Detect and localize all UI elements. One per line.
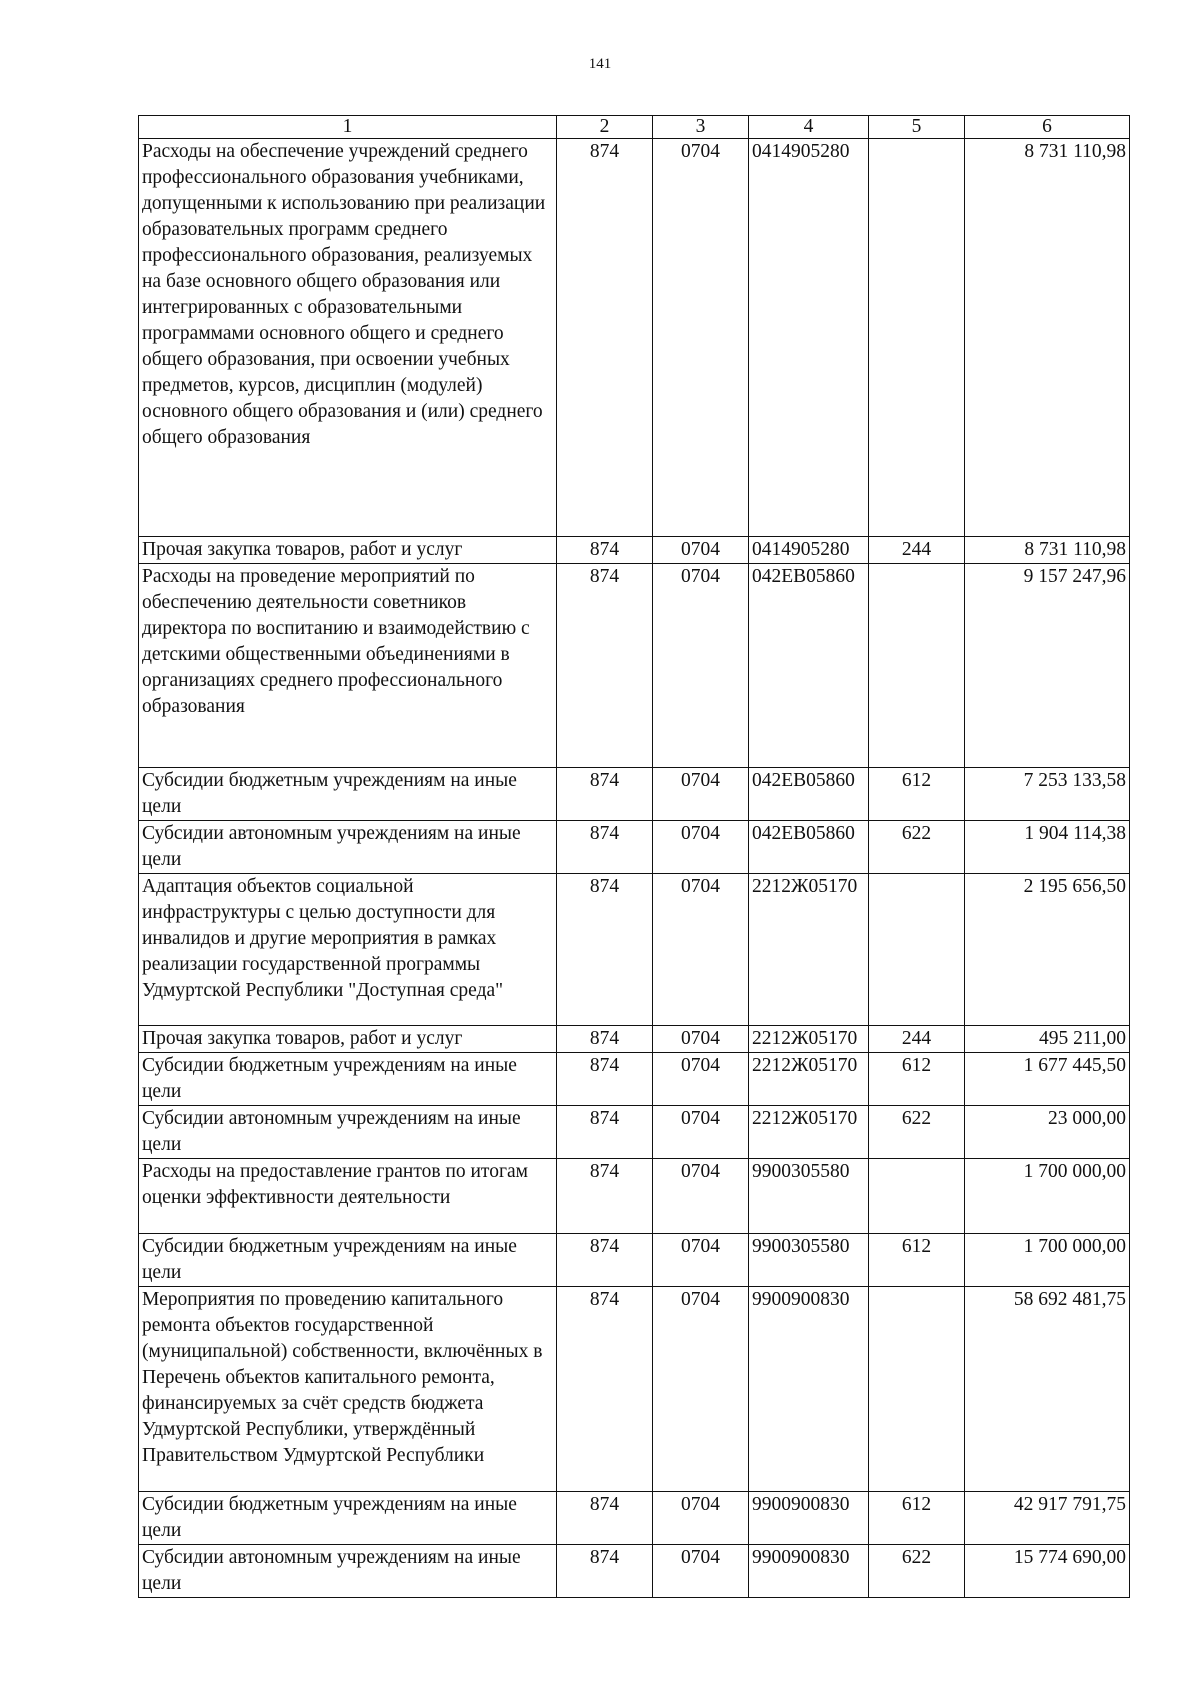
row-col3: 0704: [653, 1545, 749, 1598]
row-amount: 15 774 690,00: [965, 1545, 1130, 1598]
table-row: [139, 768, 1130, 821]
row-col3: 0704: [653, 1053, 749, 1106]
row-col2: 874: [557, 1287, 653, 1492]
row-amount: 9 157 247,96: [965, 564, 1130, 768]
row-col3: 0704: [653, 768, 749, 821]
row-col2: 874: [557, 768, 653, 821]
row-col5: 622: [869, 821, 965, 874]
row-name: Субсидии бюджетным учреждениям на иные цели: [139, 1234, 557, 1287]
row-col3: 0704: [653, 1026, 749, 1053]
row-col4: 042EB05860: [749, 821, 869, 874]
row-col3: 0704: [653, 1492, 749, 1545]
table-body: [139, 139, 1130, 1598]
table-row: [139, 537, 1130, 564]
row-col2: 874: [557, 564, 653, 768]
row-amount: 495 211,00: [965, 1026, 1130, 1053]
row-name: Прочая закупка товаров, работ и услуг: [139, 1026, 557, 1053]
row-name: Расходы на проведение мероприятий по обеспечению деятельности советников директора по воспитанию и взаимодействию с детскими общественными объединениями в организациях среднего профессионального образования: [139, 564, 557, 768]
row-col4: 2212Ж05170: [749, 1053, 869, 1106]
row-name: Субсидии бюджетным учреждениям на иные цели: [139, 1492, 557, 1545]
row-amount: 8 731 110,98: [965, 139, 1130, 537]
row-name: Мероприятия по проведению капитального ремонта объектов государственной (муниципальной) собственности, включённых в Перечень объектов капитального ремонта, финансируемых за счёт средств бюджета Удмуртской Республики, утверждённый Правительством Удмуртской Республики: [139, 1287, 557, 1492]
row-col2: 874: [557, 1545, 653, 1598]
row-amount: 1 904 114,38: [965, 821, 1130, 874]
row-name: Прочая закупка товаров, работ и услуг: [139, 537, 557, 564]
row-col5: [869, 1287, 965, 1492]
header-cell: 4: [749, 116, 869, 139]
row-col4: 9900305580: [749, 1234, 869, 1287]
row-amount: 1 700 000,00: [965, 1234, 1130, 1287]
row-col4: 9900900830: [749, 1492, 869, 1545]
row-col4: 2212Ж05170: [749, 1026, 869, 1053]
row-col5: 622: [869, 1106, 965, 1159]
row-name: Субсидии автономным учреждениям на иные цели: [139, 1106, 557, 1159]
row-col3: 0704: [653, 821, 749, 874]
row-col5: [869, 874, 965, 1026]
header-cell: 2: [557, 116, 653, 139]
row-col4: 0414905280: [749, 139, 869, 537]
row-col2: 874: [557, 874, 653, 1026]
row-name: Субсидии бюджетным учреждениям на иные цели: [139, 1053, 557, 1106]
row-col4: 9900900830: [749, 1545, 869, 1598]
row-col4: 042EB05860: [749, 564, 869, 768]
table-row: [139, 1026, 1130, 1053]
row-col3: 0704: [653, 874, 749, 1026]
table-row: [139, 821, 1130, 874]
row-col4: 9900305580: [749, 1159, 869, 1234]
row-col5: [869, 139, 965, 537]
row-col5: [869, 564, 965, 768]
row-col3: 0704: [653, 139, 749, 537]
header-row: [139, 116, 1130, 139]
row-col5: [869, 1159, 965, 1234]
header-cell: 6: [965, 116, 1130, 139]
row-col3: 0704: [653, 1106, 749, 1159]
row-col5: 612: [869, 768, 965, 821]
table-row: [139, 874, 1130, 1026]
row-amount: 1 700 000,00: [965, 1159, 1130, 1234]
row-name: Субсидии автономным учреждениям на иные цели: [139, 1545, 557, 1598]
row-col2: 874: [557, 1234, 653, 1287]
row-name: Расходы на предоставление грантов по итогам оценки эффективности деятельности: [139, 1159, 557, 1234]
row-col5: 612: [869, 1234, 965, 1287]
row-amount: 7 253 133,58: [965, 768, 1130, 821]
row-col5: 244: [869, 1026, 965, 1053]
header-cell: 1: [139, 116, 557, 139]
row-col5: 612: [869, 1053, 965, 1106]
row-col5: 244: [869, 537, 965, 564]
row-col5: 622: [869, 1545, 965, 1598]
row-col4: 2212Ж05170: [749, 1106, 869, 1159]
row-col3: 0704: [653, 1234, 749, 1287]
row-col4: 0414905280: [749, 537, 869, 564]
table-row: [139, 1106, 1130, 1159]
row-col4: 2212Ж05170: [749, 874, 869, 1026]
header-cell: 5: [869, 116, 965, 139]
table-row: [139, 1492, 1130, 1545]
table-row: [139, 1287, 1130, 1492]
budget-table: [138, 115, 1130, 1598]
row-col2: 874: [557, 139, 653, 537]
header-cell: 3: [653, 116, 749, 139]
row-col4: 042EB05860: [749, 768, 869, 821]
row-col3: 0704: [653, 564, 749, 768]
table-row: [139, 139, 1130, 537]
row-col4: 9900900830: [749, 1287, 869, 1492]
row-col2: 874: [557, 1026, 653, 1053]
row-col2: 874: [557, 1106, 653, 1159]
row-name: Расходы на обеспечение учреждений среднего профессионального образования учебниками, допущенными к использованию при реализации образовательных программ среднего профессионального образования, реализуемых на базе основного общего образования или интегрированных с образовательными программами основного общего и среднего общего образования, при освоении учебных предметов, курсов, дисциплин (модулей) основного общего образования и (или) среднего общего образования: [139, 139, 557, 537]
table-row: [139, 1159, 1130, 1234]
row-col3: 0704: [653, 1159, 749, 1234]
row-name: Субсидии автономным учреждениям на иные цели: [139, 821, 557, 874]
row-name: Адаптация объектов социальной инфраструктуры с целью доступности для инвалидов и другие мероприятия в рамках реализации государственной программы Удмуртской Республики "Доступная среда": [139, 874, 557, 1026]
row-col3: 0704: [653, 1287, 749, 1492]
page-number: 141: [588, 56, 612, 72]
row-col3: 0704: [653, 537, 749, 564]
row-amount: 8 731 110,98: [965, 537, 1130, 564]
table-row: [139, 1053, 1130, 1106]
row-col2: 874: [557, 821, 653, 874]
row-amount: 2 195 656,50: [965, 874, 1130, 1026]
table-row: [139, 564, 1130, 768]
row-col2: 874: [557, 1053, 653, 1106]
row-amount: 23 000,00: [965, 1106, 1130, 1159]
row-name: Субсидии бюджетным учреждениям на иные цели: [139, 768, 557, 821]
row-amount: 58 692 481,75: [965, 1287, 1130, 1492]
row-col2: 874: [557, 1159, 653, 1234]
row-amount: 42 917 791,75: [965, 1492, 1130, 1545]
row-col5: 612: [869, 1492, 965, 1545]
table-row: [139, 1234, 1130, 1287]
row-col2: 874: [557, 1492, 653, 1545]
row-col2: 874: [557, 537, 653, 564]
row-amount: 1 677 445,50: [965, 1053, 1130, 1106]
table-row: [139, 1545, 1130, 1598]
